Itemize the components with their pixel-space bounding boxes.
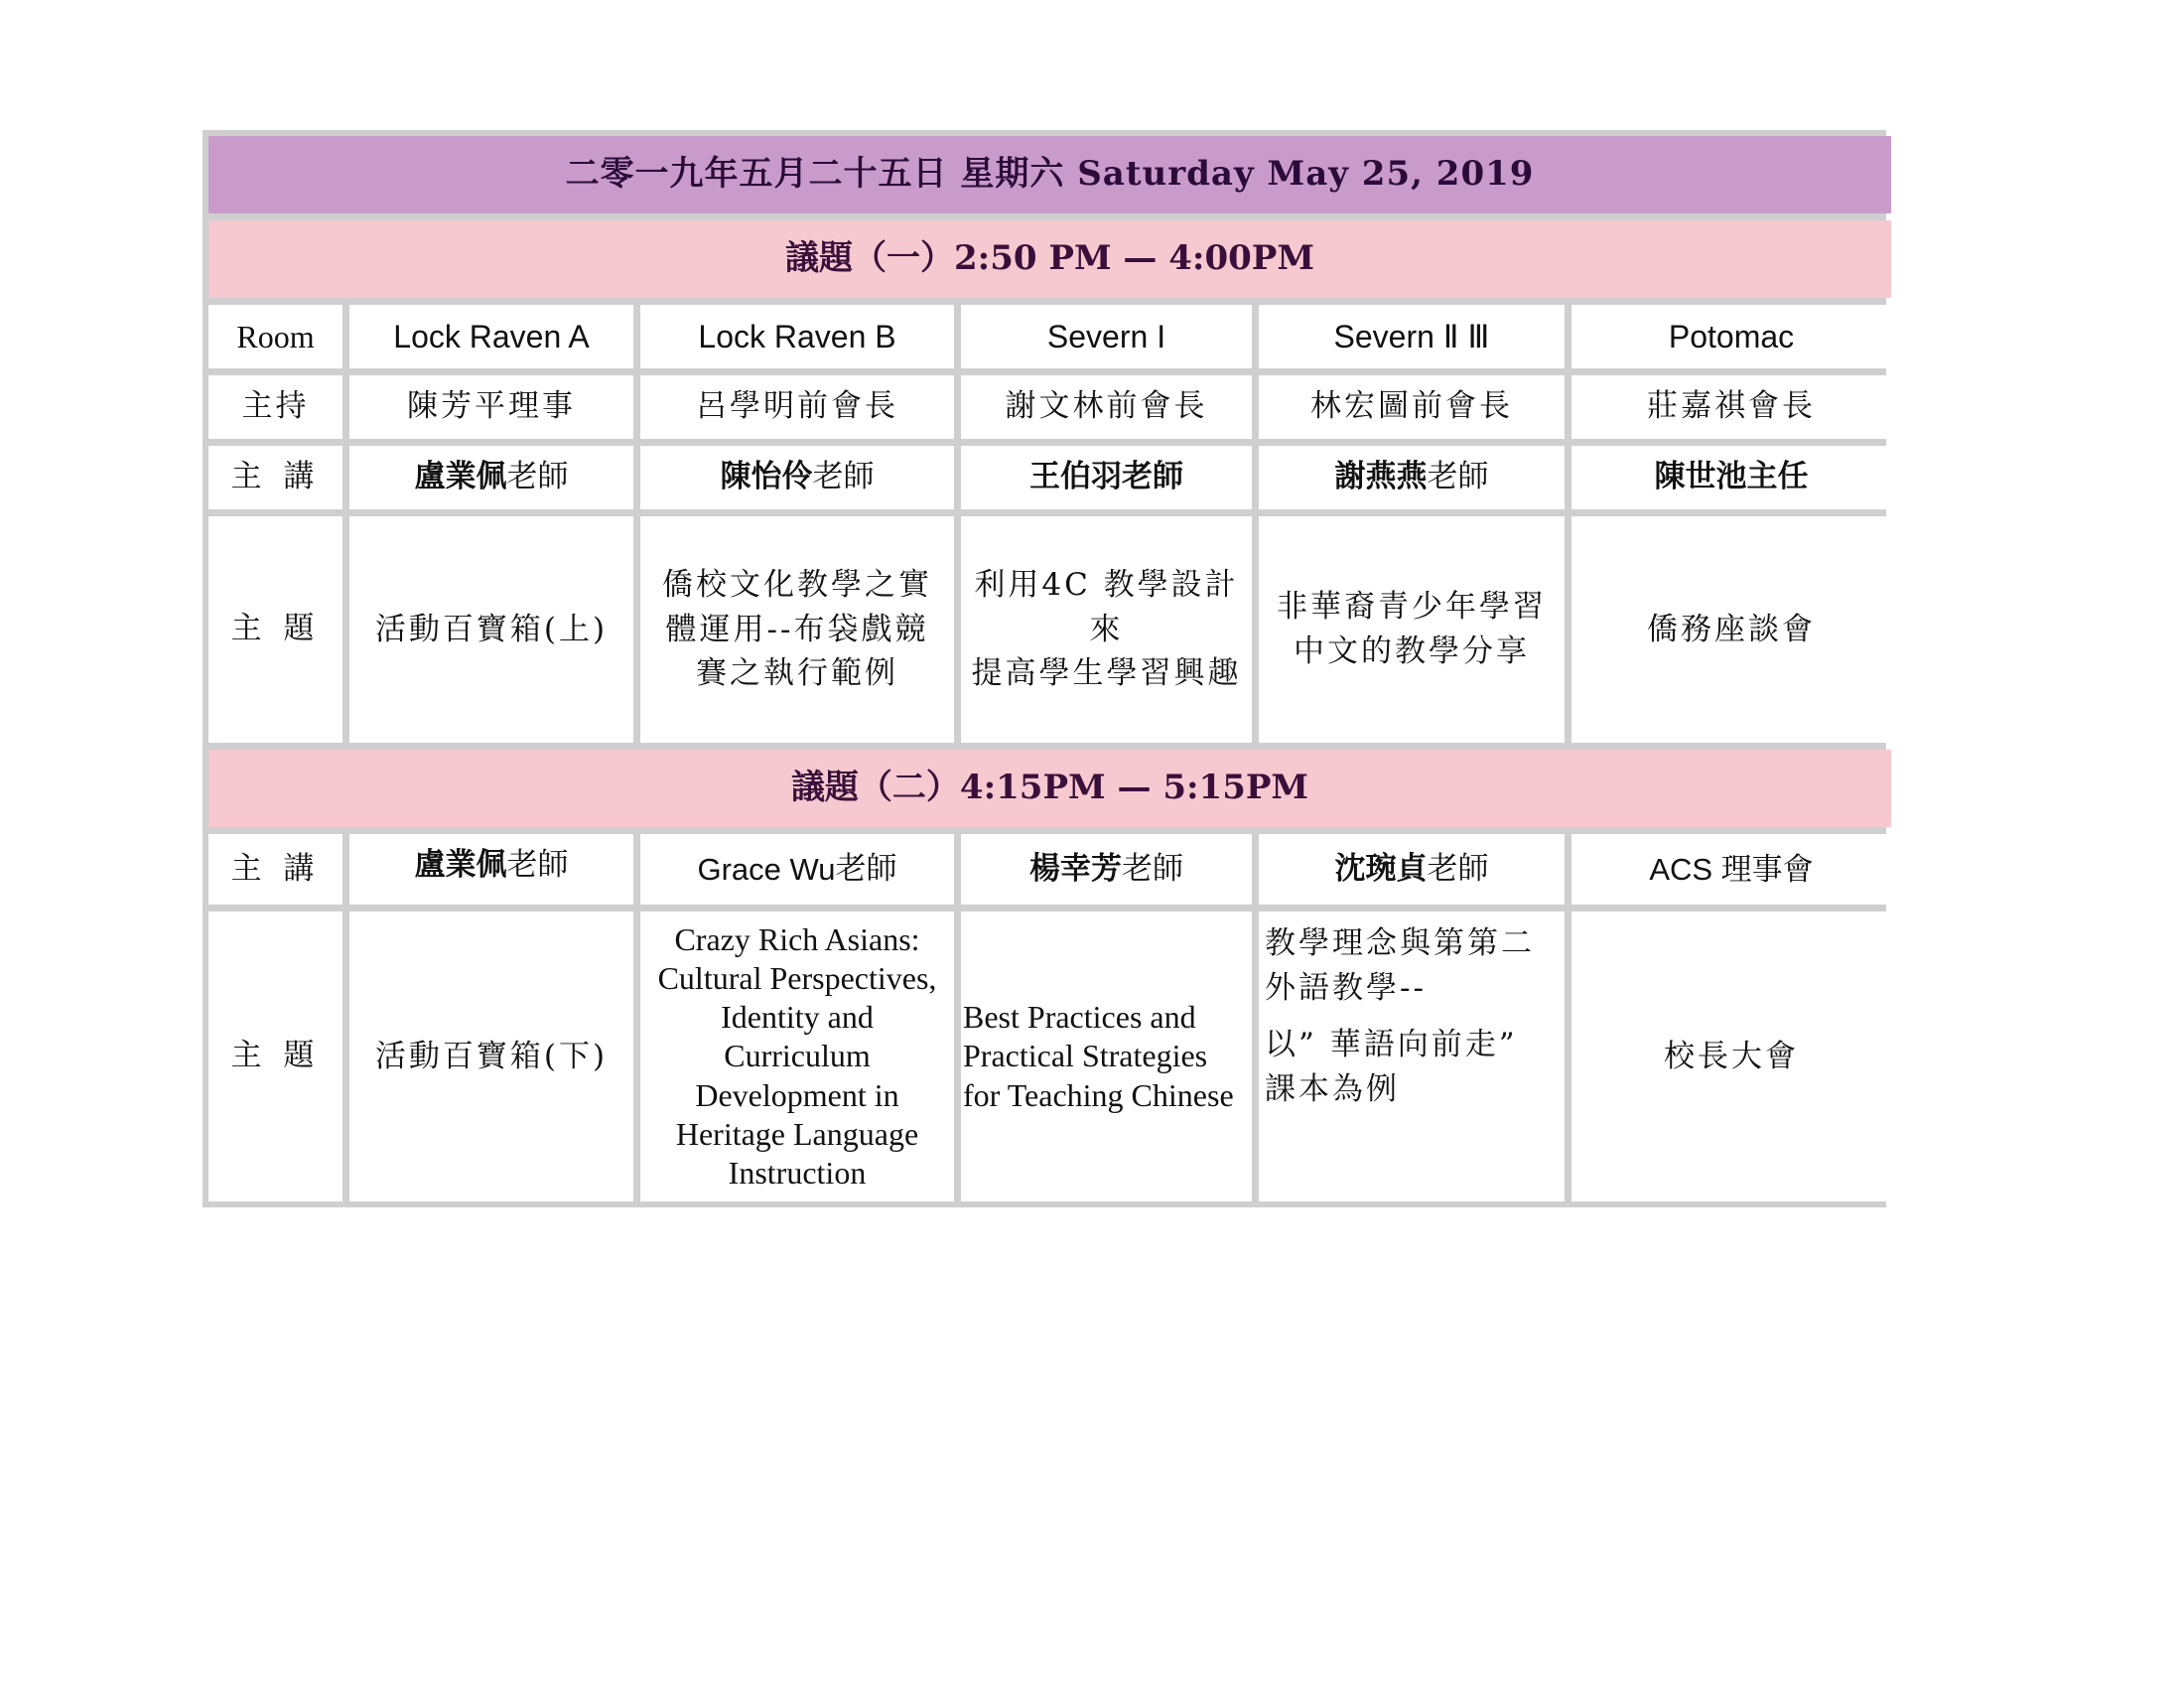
schedule-table — [203, 130, 1886, 1207]
room-label: Room — [208, 305, 342, 368]
speaker-cell — [349, 446, 633, 509]
speaker-cell — [961, 446, 1252, 509]
topic-line: 僑務座談會 — [1647, 611, 1816, 647]
topic-cell — [961, 516, 1252, 743]
topic-line: 賽之執行範例 — [696, 655, 898, 692]
host-name: 林宏圖前會長 — [1259, 375, 1565, 439]
speaker-cell — [640, 446, 954, 509]
speaker-name: 陳怡伶 — [720, 459, 813, 495]
host-name: 呂學明前會長 — [640, 375, 954, 439]
topic-line: 活動百寶箱(上) — [374, 611, 609, 647]
room-name: Lock Raven B — [640, 305, 954, 368]
topic-line: 課本為例 — [1265, 1070, 1400, 1107]
speaker-cell — [1571, 446, 1891, 509]
speaker-label: 主 講 — [208, 446, 342, 509]
topic-cell — [1259, 516, 1565, 743]
speaker-name: 王伯羽老師 — [1029, 459, 1183, 495]
topic-line: 提高學生學習興趣 — [971, 655, 1242, 692]
session-2-title: 議題（二）4:15PM — 5:15PM — [208, 750, 1891, 827]
topic-cell — [1259, 912, 1565, 1201]
speaker-cell — [1571, 834, 1891, 905]
topic-line: 體運用--布袋戲競 — [665, 611, 929, 647]
speaker-name: ACS 理事會 — [1649, 851, 1814, 887]
topic-line: 外語教學-- — [1265, 969, 1427, 1006]
speaker-title: 老師 — [1122, 850, 1183, 887]
topic-cell — [1571, 516, 1891, 743]
speaker-title: 老師 — [1427, 459, 1489, 495]
topic-text: Crazy Rich Asians: Cultural Perspectives, Identity and Curriculum Development in Heritage Language Instruction — [640, 912, 954, 1201]
room-name: Lock Raven A — [349, 305, 633, 368]
speaker-name: Grace Wu — [697, 851, 836, 887]
speaker-cell — [640, 834, 954, 905]
session-1-title: 議題（一）2:50 PM — 4:00PM — [208, 220, 1891, 298]
topic-line: 非華裔青少年學習 — [1277, 589, 1547, 626]
topic-line: 僑校文化教學之實 — [662, 566, 932, 603]
host-name: 陳芳平理事 — [349, 375, 633, 439]
topic-label: 主 題 — [208, 912, 342, 1201]
speaker-name: 盧業佩 — [414, 459, 507, 495]
host-name: 謝文林前會長 — [961, 375, 1252, 439]
topic-label: 主 題 — [208, 516, 342, 743]
topic-line: 以” 華語向前走” — [1265, 1026, 1518, 1062]
speaker-name: 盧業佩 — [414, 847, 507, 883]
speaker-title: 老師 — [812, 459, 875, 495]
room-name: Severn Ⅱ Ⅲ — [1259, 305, 1565, 368]
topic-text: 校長大會 — [1571, 912, 1891, 1201]
room-name: Potomac — [1571, 305, 1891, 368]
speaker-name: 沈琬貞 — [1334, 850, 1428, 887]
speaker-title: 老師 — [506, 459, 569, 495]
speaker-cell — [349, 834, 633, 905]
host-name: 莊嘉祺會長 — [1571, 375, 1891, 439]
topic-cell — [349, 516, 633, 743]
speaker-name: 陳世池主任 — [1654, 459, 1809, 495]
speaker-title: 老師 — [1427, 850, 1489, 887]
room-name: Severn I — [961, 305, 1252, 368]
topic-text: 活動百寶箱(下) — [349, 912, 633, 1201]
speaker-title: 老師 — [835, 850, 897, 887]
date-header: 二零一九年五月二十五日 星期六 Saturday May 25, 2019 — [208, 136, 1891, 213]
speaker-name: 楊幸芳 — [1029, 850, 1122, 887]
topic-cell — [640, 516, 954, 743]
topic-line: 利用4C 教學設計來 — [974, 566, 1239, 647]
host-label: 主持 — [208, 375, 342, 439]
speaker-title: 老師 — [506, 847, 569, 883]
speaker-cell — [1259, 834, 1565, 905]
topic-line: 中文的教學分享 — [1294, 633, 1530, 669]
speaker-cell — [961, 834, 1252, 905]
speaker-name: 謝燕燕 — [1334, 459, 1428, 495]
topic-line: 教學理念與第第二 — [1265, 925, 1535, 961]
speaker-label: 主 講 — [208, 834, 342, 905]
topic-text: Best Practices and Practical Strategies for Teaching Chinese — [961, 912, 1252, 1201]
speaker-cell — [1259, 446, 1565, 509]
